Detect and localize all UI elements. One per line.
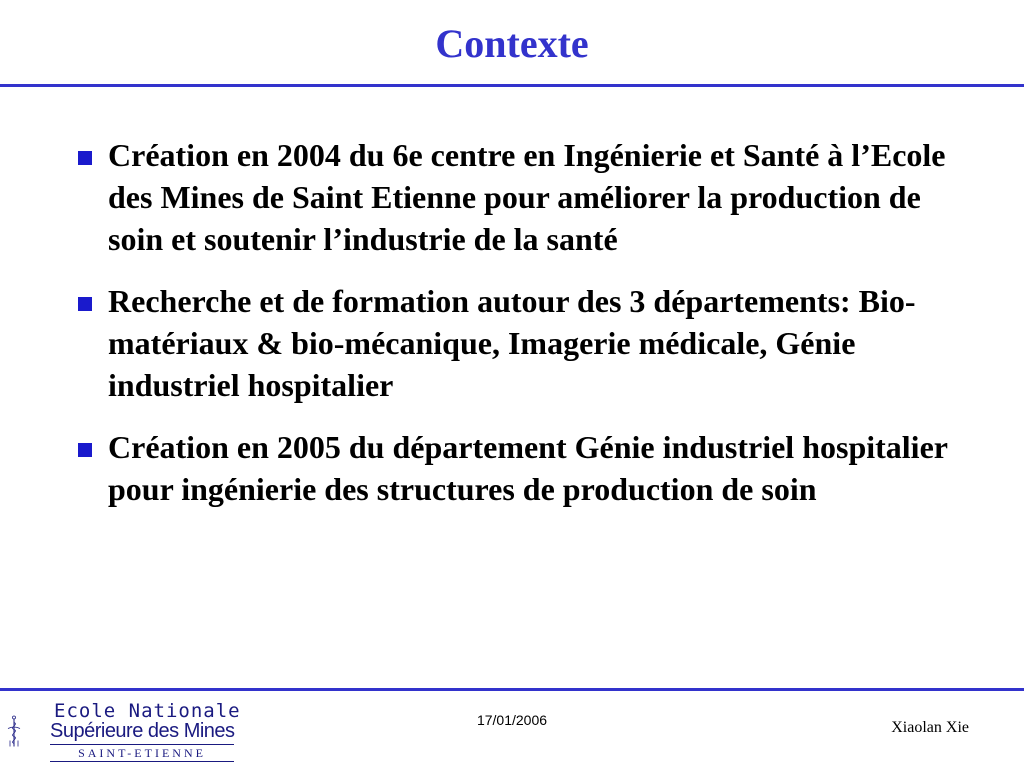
- title-divider: [0, 84, 1024, 87]
- bullet-item-2: [78, 280, 958, 406]
- bullet-text: Création en 2005 du département Génie industriel hospitalier pour ingénierie des structures de production de soin: [108, 429, 948, 507]
- bullet-item-1: [78, 134, 958, 260]
- footer-author: Xiaolan Xie: [891, 719, 969, 736]
- square-bullet-icon: [78, 443, 92, 457]
- footer-date: 17/01/2006: [476, 712, 548, 728]
- logo-line-3: SAINT-ETIENNE: [78, 746, 206, 760]
- logo-line-3-frame: [50, 744, 234, 762]
- square-bullet-icon: [78, 151, 92, 165]
- bullet-list: [78, 134, 958, 530]
- bullet-text: Recherche et de formation autour des 3 départements: Bio-matériaux & bio-mécanique, Imagerie médicale, Génie industriel hospitalier: [108, 283, 916, 403]
- logo-line-2: Supérieure des Mines: [50, 720, 235, 742]
- footer-divider: [0, 688, 1024, 691]
- square-bullet-icon: [78, 297, 92, 311]
- school-logo: [4, 698, 241, 764]
- logo-line-1: Ecole Nationale: [54, 700, 241, 722]
- bullet-item-3: [78, 426, 958, 510]
- slide-title: Contexte: [435, 21, 589, 66]
- caduceus-icon: [4, 698, 24, 764]
- bullet-text: Création en 2004 du 6e centre en Ingénierie et Santé à l’Ecole des Mines de Saint Etienne pour améliorer la production de soin et soutenir l’industrie de la santé: [108, 137, 946, 257]
